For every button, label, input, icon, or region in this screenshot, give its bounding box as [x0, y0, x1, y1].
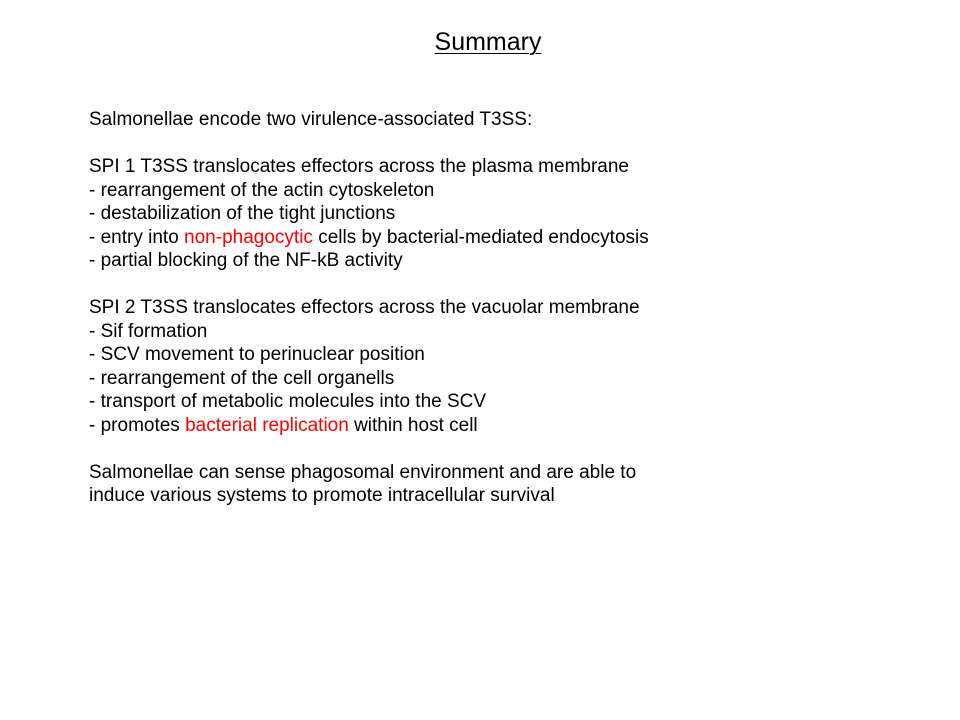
spi2-item-replication	[89, 414, 949, 438]
spi2-heading: SPI 2 T3SS translocates effectors across the vacuolar membrane	[89, 297, 640, 318]
spi2-item-text: - promotes	[89, 414, 186, 436]
spacer	[89, 132, 949, 156]
spi1-item: - rearrangement of the actin cytoskeleton	[89, 179, 435, 201]
spi2-item-text: within host cell	[348, 414, 478, 436]
spi1-item: - destabilization of the tight junctions	[89, 203, 396, 224]
spi1-item: - partial blocking of the NF-kB activity	[89, 250, 403, 271]
spi1-item-text: cells by bacterial-mediated endocytosis	[312, 226, 649, 248]
spi2-item: - SCV movement to perinuclear position	[89, 344, 425, 365]
slide-body	[89, 108, 949, 508]
intro-line: Salmonellae encode two virulence-associated T3SS:	[89, 109, 533, 130]
spacer	[89, 273, 949, 297]
spacer	[89, 437, 949, 461]
spi1-item-text: - entry into	[89, 226, 185, 248]
spi2-item: - transport of metabolic molecules into the SCV	[89, 391, 487, 412]
slide-title: Summary	[434, 28, 542, 56]
spi2-item: - Sif formation	[89, 320, 208, 342]
highlight-bacterial-replication: bacterial replication	[185, 414, 349, 436]
spi2-item: - rearrangement of the cell organells	[89, 367, 395, 389]
highlight-non-phagocytic: non-phagocytic	[184, 226, 313, 248]
conclusion-line: Salmonellae can sense phagosomal environment and are able to	[89, 461, 637, 483]
spi1-heading: SPI 1 T3SS translocates effectors across the plasma membrane	[89, 156, 629, 177]
spi1-item-entry	[89, 226, 949, 250]
conclusion-line: induce various systems to promote intracellular survival	[89, 485, 555, 506]
